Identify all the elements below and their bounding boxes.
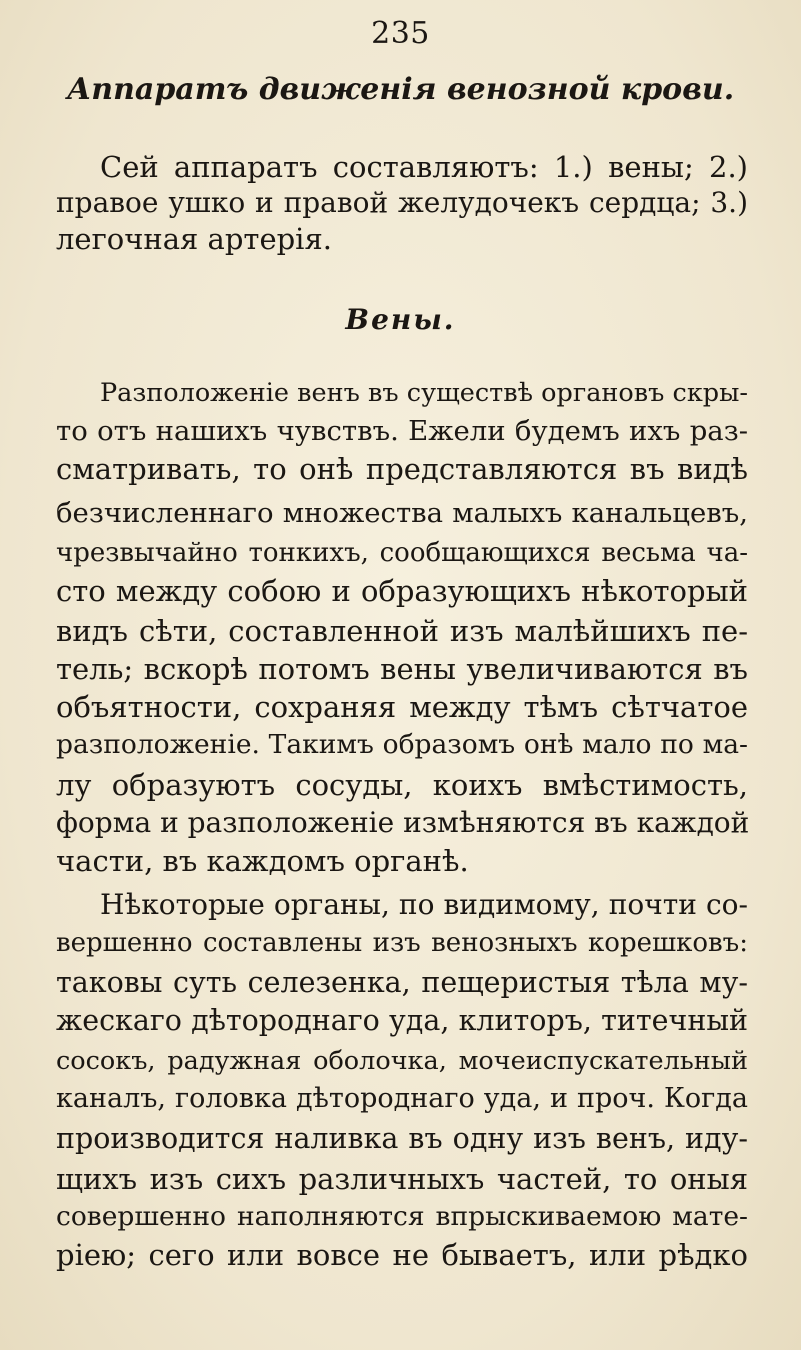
section-title: Аппаратъ движенія венозной крови. [66,72,735,107]
paragraph-1-line: Сей аппаратъ составляютъ: 1.) вены; 2.) [100,150,748,184]
paragraph-3-line: таковы суть селезенка, пещеристыя тѣла му- [56,966,748,999]
paragraph-3-line: жескаго дѣтороднаго уда, клиторъ, титечный [56,1004,748,1037]
paragraph-2-line: разположеніе. Такимъ образомъ онѣ мало по ма- [56,729,748,760]
paragraph-3-line: совершенно наполняются впрыскиваемою мате- [56,1201,748,1232]
paragraph-3-line: ріею; сего или вовсе не бываетъ, или рѣдко [56,1238,748,1272]
paragraph-3-line: производится наливка въ одну изъ венъ, иду- [56,1122,748,1155]
paragraph-2-line: безчисленнаго множества малыхъ канальцевъ, [56,497,748,529]
paragraph-2-line: сто между собою и образующихъ нѣкоторый [56,574,748,608]
paragraph-2-line: чрезвычайно тонкихъ, сообщающихся весьма ча- [56,538,748,568]
paragraph-2-line: части, въ каждомъ органѣ. [56,844,469,878]
paragraph-2-line: форма и разположеніе измѣняются въ каждой [56,806,750,839]
paragraph-1-line: правое ушко и правой желудочекъ сердца; 3.) [56,186,748,219]
paragraph-3-line: сосокъ, радужная оболочка, мочеиспускательный [56,1046,748,1076]
paragraph-2-line: то отъ нашихъ чувствъ. Ежели будемъ ихъ раз- [56,415,748,447]
paragraph-2-line: лу образуютъ сосуды, коихъ вмѣстимость, [56,768,748,802]
paragraph-2-line: сматривать, то онѣ представляются въ видѣ [56,452,748,486]
paragraph-2-line: объятности, сохраняя между тѣмъ сѣтчатое [56,690,748,724]
subsection-title: Вены. [345,303,456,336]
paragraph-3-line: каналъ, головка дѣтороднаго уда, и проч. Когда [56,1083,748,1114]
page-number: 235 [371,16,430,51]
paragraph-2-line: Разположеніе венъ въ существѣ органовъ скры- [100,378,748,408]
paragraph-1-line: легочная артерія. [56,222,332,256]
paragraph-2-line: видъ сѣти, составленной изъ малѣйшихъ пе- [56,614,748,648]
paragraph-3-line: щихъ изъ сихъ различныхъ частей, то оныя [56,1162,748,1196]
paragraph-3-line: вершенно составлены изъ венозныхъ корешковъ: [56,928,748,958]
paragraph-2-line: тель; вскорѣ потомъ вены увеличиваются въ [56,652,748,686]
paragraph-3-line: Нѣкоторые органы, по видимому, почти со- [100,888,748,921]
